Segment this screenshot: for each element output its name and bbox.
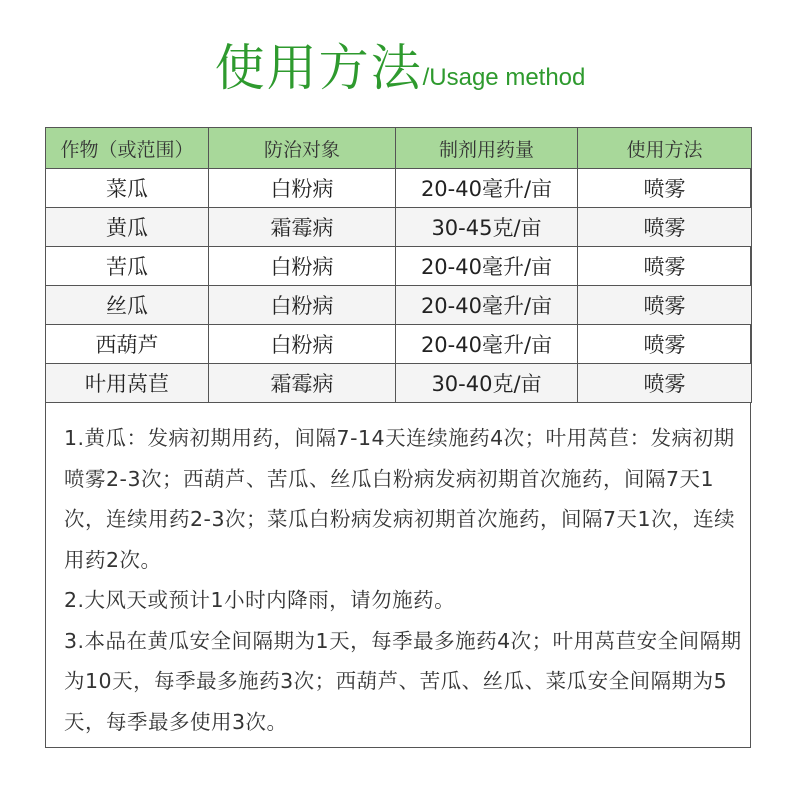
cell-crop: 苦瓜 [46,247,209,286]
header-dosage: 制剂用药量 [396,128,578,169]
dosage-table [45,127,752,403]
cell-crop: 西葫芦 [46,325,209,364]
cell-method: 喷雾 [578,208,752,247]
cell-crop: 菜瓜 [46,169,209,208]
cell-method: 喷雾 [578,247,752,286]
cell-target: 白粉病 [209,169,396,208]
table-row [46,169,752,208]
title-sub: /Usage method [422,64,586,91]
table-header-row [46,128,752,169]
cell-crop: 丝瓜 [46,286,209,325]
note-2: 2.大风天或预计1小时内降雨，请勿施药。 [64,588,456,612]
cell-dosage: 30-45克/亩 [396,208,578,247]
table-row [46,286,752,325]
cell-dosage: 20-40毫升/亩 [396,247,578,286]
cell-crop: 黄瓜 [46,208,209,247]
cell-target: 白粉病 [209,247,396,286]
header-method: 使用方法 [578,128,752,169]
cell-crop: 叶用莴苣 [46,364,209,403]
cell-method: 喷雾 [578,364,752,403]
cell-method: 喷雾 [578,286,752,325]
note-3: 3.本品在黄瓜安全间隔期为1天，每季最多施药4次；叶用莴苣安全间隔期为10天，每季最多施药3次；西葫芦、苦瓜、丝瓜、菜瓜安全间隔期为5天，每季最多使用3次。 [64,628,742,734]
title-main: 使用方法 [214,39,423,97]
table-row [46,364,752,403]
table-row [46,208,752,247]
cell-dosage: 20-40毫升/亩 [396,325,578,364]
cell-dosage: 20-40毫升/亩 [396,169,578,208]
cell-target: 白粉病 [209,325,396,364]
cell-target: 白粉病 [209,286,396,325]
cell-method: 喷雾 [578,169,752,208]
header-target: 防治对象 [209,128,396,169]
page-title [0,28,800,100]
cell-dosage: 30-40克/亩 [396,364,578,403]
cell-dosage: 20-40毫升/亩 [396,286,578,325]
note-1: 1.黄瓜：发病初期用药，间隔7-14天连续施药4次；叶用莴苣：发病初期喷雾2-3次；西葫芦、苦瓜、丝瓜白粉病发病初期首次施药，间隔7天1次，连续用药2-3次；菜瓜白粉病发病初期首次施药，间隔7天1次，连续用药2次。 [64,426,736,572]
header-crop: 作物（或范围） [46,128,209,169]
table-row [46,325,752,364]
cell-method: 喷雾 [578,325,752,364]
table-row [46,247,752,286]
usage-notes [64,418,744,742]
cell-target: 霜霉病 [209,208,396,247]
cell-target: 霜霉病 [209,364,396,403]
